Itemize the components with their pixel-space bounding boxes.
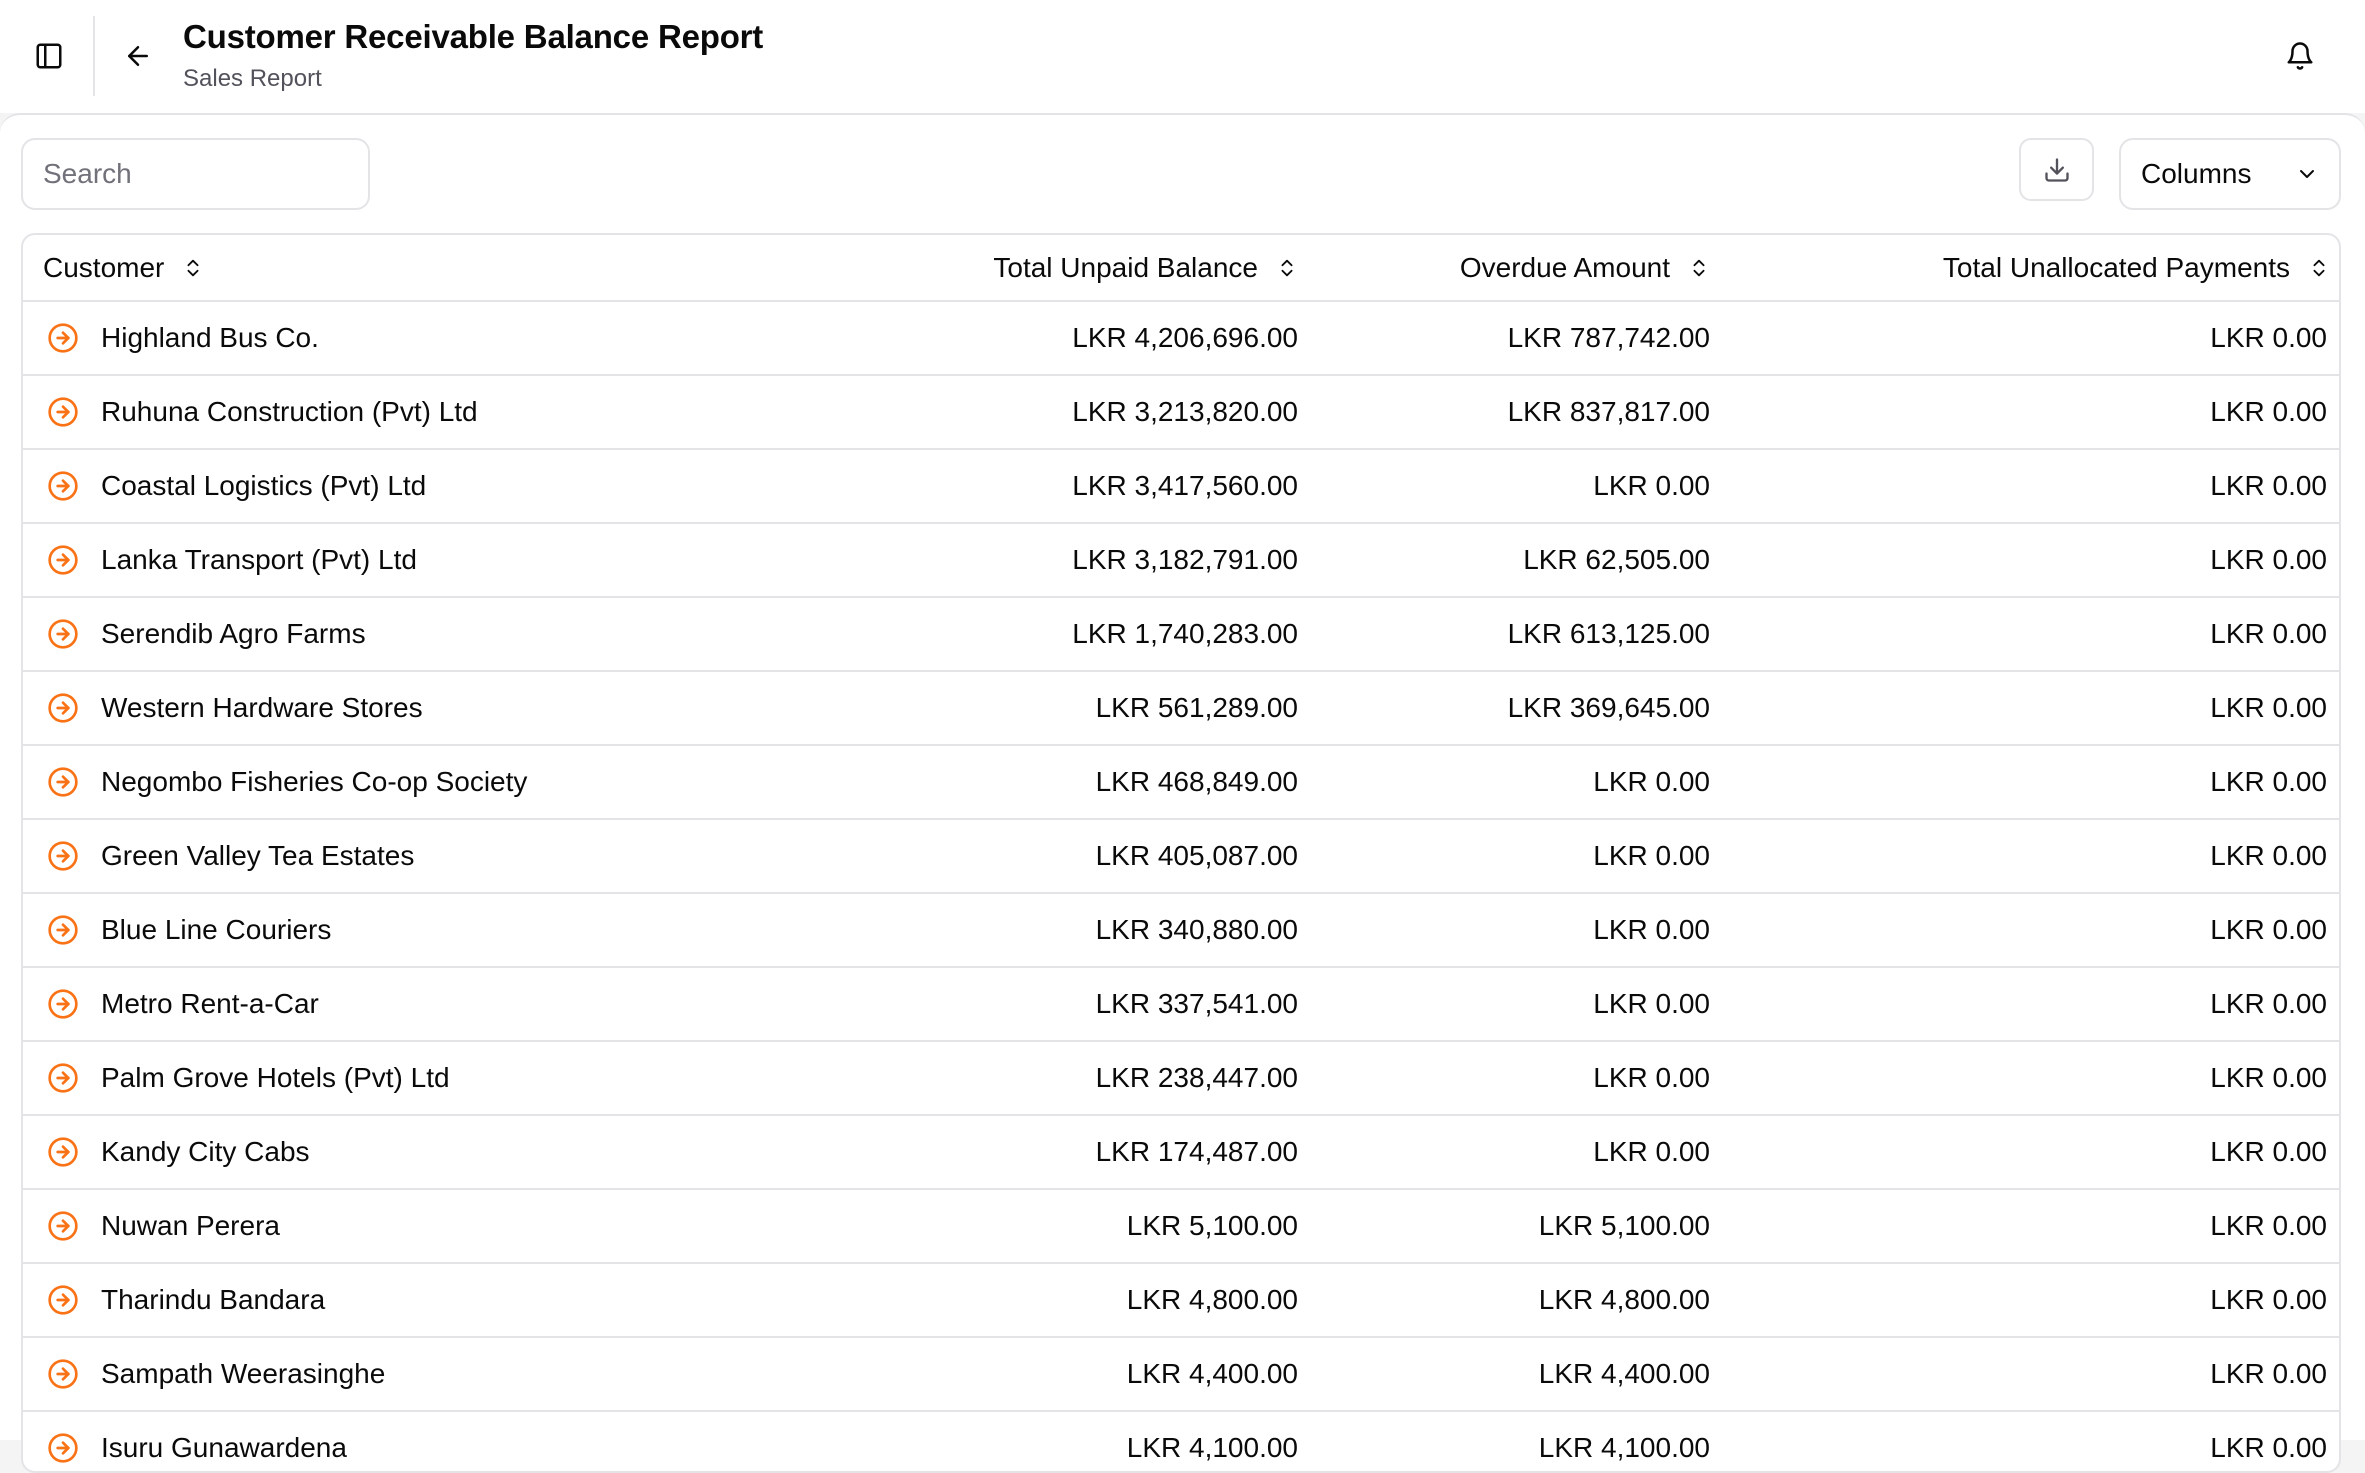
customer-name: Tharindu Bandara: [101, 1284, 326, 1315]
unallocated-cell: LKR 0.00: [2210, 544, 2327, 575]
customer-name: Western Hardware Stores: [101, 692, 423, 723]
customer-cell: [23, 1115, 853, 1189]
total-unpaid-cell: LKR 174,487.00: [1095, 1136, 1298, 1167]
column-header-label: Customer: [43, 251, 165, 283]
columns-label: Columns: [2141, 158, 2252, 189]
customer-cell: [23, 523, 853, 597]
unallocated-cell: LKR 0.00: [2210, 470, 2327, 501]
table-row[interactable]: [23, 597, 2341, 671]
table-row[interactable]: [23, 1189, 2341, 1263]
arrow-right-circle-icon[interactable]: [47, 1136, 79, 1168]
customer-name: Ruhuna Construction (Pvt) Ltd: [101, 396, 478, 427]
overdue-cell: LKR 0.00: [1593, 1136, 1710, 1167]
overdue-cell: LKR 4,800.00: [1538, 1284, 1710, 1315]
overdue-cell: LKR 613,125.00: [1507, 618, 1710, 649]
overdue-cell: LKR 5,100.00: [1538, 1210, 1710, 1241]
customer-cell: [23, 967, 853, 1041]
column-header-unallocated[interactable]: [1710, 235, 2341, 301]
unallocated-cell: LKR 0.00: [2210, 396, 2327, 427]
arrow-right-circle-icon[interactable]: [47, 322, 79, 354]
customer-cell: [23, 301, 853, 375]
total-unpaid-cell: LKR 340,880.00: [1095, 914, 1298, 945]
customer-name: Coastal Logistics (Pvt) Ltd: [101, 470, 427, 501]
total-unpaid-cell: LKR 4,800.00: [1126, 1284, 1298, 1315]
unallocated-cell: LKR 0.00: [2210, 914, 2327, 945]
customer-cell: [23, 893, 853, 967]
sidebar-toggle-icon: [34, 41, 64, 71]
customer-cell: [23, 1263, 853, 1337]
page-title: Customer Receivable Balance Report: [183, 18, 764, 55]
column-header-overdue[interactable]: [1298, 235, 1710, 301]
customer-name: Negombo Fisheries Co-op Society: [101, 766, 528, 797]
table-row[interactable]: [23, 893, 2341, 967]
customer-cell: [23, 671, 853, 745]
arrow-right-circle-icon[interactable]: [47, 988, 79, 1020]
arrow-right-circle-icon[interactable]: [47, 1358, 79, 1390]
app-header: [0, 0, 2365, 113]
customer-name: Metro Rent-a-Car: [101, 988, 319, 1019]
unallocated-cell: LKR 0.00: [2210, 1136, 2327, 1167]
customer-name: Blue Line Couriers: [101, 914, 332, 945]
total-unpaid-cell: LKR 3,182,791.00: [1072, 544, 1298, 575]
table-row[interactable]: [23, 1041, 2341, 1115]
table-row[interactable]: [23, 375, 2341, 449]
table-row[interactable]: [23, 1337, 2341, 1411]
customer-cell: [23, 1189, 853, 1263]
column-header-label: Total Unpaid Balance: [993, 251, 1258, 283]
overdue-cell: LKR 0.00: [1593, 840, 1710, 871]
customer-cell: [23, 1337, 853, 1411]
overdue-cell: LKR 837,817.00: [1507, 396, 1710, 427]
arrow-right-circle-icon[interactable]: [47, 914, 79, 946]
customer-name: Sampath Weerasinghe: [101, 1358, 386, 1389]
total-unpaid-cell: LKR 4,206,696.00: [1072, 322, 1298, 353]
overdue-cell: LKR 62,505.00: [1523, 544, 1710, 575]
table-row[interactable]: [23, 523, 2341, 597]
total-unpaid-cell: LKR 1,740,283.00: [1072, 618, 1298, 649]
table-row[interactable]: [23, 301, 2341, 375]
unallocated-cell: LKR 0.00: [2210, 1358, 2327, 1389]
search-input[interactable]: [21, 138, 370, 210]
table-header-row: [23, 235, 2341, 301]
total-unpaid-cell: LKR 3,417,560.00: [1072, 470, 1298, 501]
customer-cell: [23, 1411, 853, 1473]
unallocated-cell: LKR 0.00: [2210, 1210, 2327, 1241]
customer-name: Highland Bus Co.: [101, 322, 319, 353]
bell-icon: [2285, 41, 2315, 71]
back-button[interactable]: [110, 28, 166, 84]
page-subtitle: Sales Report: [183, 65, 322, 92]
columns-dropdown-button[interactable]: [2119, 138, 2341, 210]
overdue-cell: LKR 4,100.00: [1538, 1432, 1710, 1463]
table-row[interactable]: [23, 1263, 2341, 1337]
column-header-label: Overdue Amount: [1459, 251, 1670, 283]
arrow-right-circle-icon[interactable]: [47, 1432, 79, 1464]
customer-cell: [23, 597, 853, 671]
report-table: [23, 235, 2341, 1473]
overdue-cell: LKR 787,742.00: [1507, 322, 1710, 353]
total-unpaid-cell: LKR 468,849.00: [1095, 766, 1298, 797]
download-button[interactable]: [2019, 138, 2094, 201]
header-divider: [93, 16, 95, 96]
chevron-down-icon: [2295, 162, 2319, 186]
sort-updown-icon[interactable]: [182, 255, 204, 281]
total-unpaid-cell: LKR 337,541.00: [1095, 988, 1298, 1019]
arrow-right-circle-icon[interactable]: [47, 618, 79, 650]
overdue-cell: LKR 0.00: [1593, 766, 1710, 797]
overdue-cell: LKR 0.00: [1593, 988, 1710, 1019]
unallocated-cell: LKR 0.00: [2210, 766, 2327, 797]
sort-updown-icon[interactable]: [2308, 255, 2330, 281]
table-row[interactable]: [23, 1115, 2341, 1189]
table-row[interactable]: [23, 449, 2341, 523]
total-unpaid-cell: LKR 4,100.00: [1126, 1432, 1298, 1463]
unallocated-cell: LKR 0.00: [2210, 1284, 2327, 1315]
arrow-right-circle-icon[interactable]: [47, 544, 79, 576]
arrow-left-icon: [123, 41, 153, 71]
customer-name: Isuru Gunawardena: [101, 1432, 347, 1463]
total-unpaid-cell: LKR 5,100.00: [1126, 1210, 1298, 1241]
table-row[interactable]: [23, 819, 2341, 893]
customer-cell: [23, 449, 853, 523]
download-icon: [2043, 156, 2071, 184]
column-header-customer[interactable]: [23, 235, 853, 301]
customer-name: Kandy City Cabs: [101, 1136, 310, 1167]
overdue-cell: LKR 0.00: [1593, 470, 1710, 501]
table-body: [23, 301, 2341, 1473]
unallocated-cell: LKR 0.00: [2210, 692, 2327, 723]
unallocated-cell: LKR 0.00: [2210, 840, 2327, 871]
sort-updown-icon[interactable]: [1276, 255, 1298, 281]
arrow-right-circle-icon[interactable]: [47, 1284, 79, 1316]
customer-cell: [23, 745, 853, 819]
overdue-cell: LKR 0.00: [1593, 914, 1710, 945]
table-row[interactable]: [23, 745, 2341, 819]
table-row[interactable]: [23, 1411, 2341, 1473]
arrow-right-circle-icon[interactable]: [47, 1210, 79, 1242]
total-unpaid-cell: LKR 3,213,820.00: [1072, 396, 1298, 427]
arrow-right-circle-icon[interactable]: [47, 1062, 79, 1094]
arrow-right-circle-icon[interactable]: [47, 396, 79, 428]
arrow-right-circle-icon[interactable]: [47, 766, 79, 798]
notifications-button[interactable]: [2272, 28, 2328, 84]
customer-name: Green Valley Tea Estates: [101, 840, 415, 871]
overdue-cell: LKR 0.00: [1593, 1062, 1710, 1093]
unallocated-cell: LKR 0.00: [2210, 618, 2327, 649]
report-table-container: [21, 233, 2341, 1473]
overdue-cell: LKR 4,400.00: [1538, 1358, 1710, 1389]
total-unpaid-cell: LKR 561,289.00: [1095, 692, 1298, 723]
overdue-cell: LKR 369,645.00: [1507, 692, 1710, 723]
sort-updown-icon[interactable]: [1688, 255, 1710, 281]
customer-cell: [23, 375, 853, 449]
table-row[interactable]: [23, 967, 2341, 1041]
column-header-label: Total Unallocated Payments: [1942, 251, 2290, 283]
arrow-right-circle-icon[interactable]: [47, 470, 79, 502]
unallocated-cell: LKR 0.00: [2210, 1062, 2327, 1093]
customer-name: Palm Grove Hotels (Pvt) Ltd: [101, 1062, 450, 1093]
unallocated-cell: LKR 0.00: [2210, 1432, 2327, 1463]
customer-cell: [23, 819, 853, 893]
customer-name: Nuwan Perera: [101, 1210, 280, 1241]
arrow-right-circle-icon[interactable]: [47, 840, 79, 872]
sidebar-toggle-button[interactable]: [21, 28, 77, 84]
column-header-total-unpaid[interactable]: [853, 235, 1298, 301]
total-unpaid-cell: LKR 238,447.00: [1095, 1062, 1298, 1093]
unallocated-cell: LKR 0.00: [2210, 988, 2327, 1019]
table-row[interactable]: [23, 671, 2341, 745]
arrow-right-circle-icon[interactable]: [47, 692, 79, 724]
total-unpaid-cell: LKR 4,400.00: [1126, 1358, 1298, 1389]
customer-name: Lanka Transport (Pvt) Ltd: [101, 544, 417, 575]
total-unpaid-cell: LKR 405,087.00: [1095, 840, 1298, 871]
unallocated-cell: LKR 0.00: [2210, 322, 2327, 353]
customer-cell: [23, 1041, 853, 1115]
customer-name: Serendib Agro Farms: [101, 618, 366, 649]
